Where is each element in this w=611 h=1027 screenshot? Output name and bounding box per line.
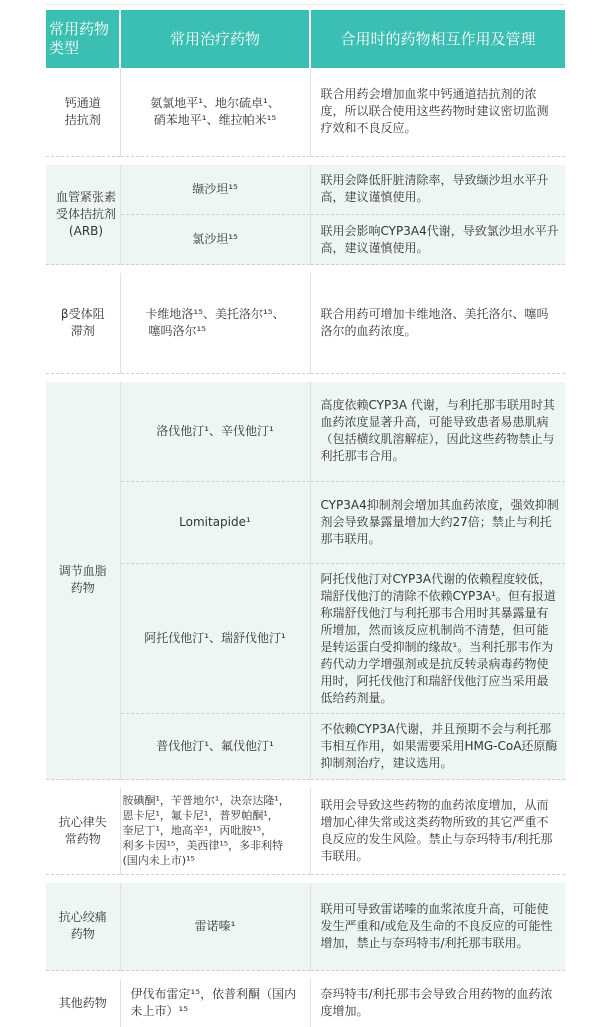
drug-line: 噻吗洛尔¹⁵ (148, 323, 207, 338)
table-row (46, 482, 565, 564)
table-row (46, 788, 565, 874)
table-row (46, 883, 565, 971)
drug-cell: Lomitapide¹ (120, 482, 310, 564)
category-cell (46, 273, 120, 373)
drug-line: 卡维地洛¹⁵、美托洛尔¹⁵、 (145, 306, 285, 321)
table-row (46, 714, 565, 780)
drug-cell (120, 273, 310, 373)
drug-cell: 缬沙坦¹⁵ (120, 165, 310, 215)
category-label: 血管紧张素受体拮抗剂(ARB) (55, 189, 116, 238)
drug-line: 硝苯地平¹、维拉帕米¹⁵ (153, 112, 277, 127)
gap-cell (46, 156, 565, 165)
drug-cell: 雷诺嗪¹ (120, 883, 310, 971)
interaction-note: 高度依赖CYP3A 代谢，与利托那韦联用时其血药浓度显著升高，可能导致患者易患肌病（包括横纹肌溶解症），因此这些药物禁止与利托那韦合用。 (310, 382, 565, 482)
header-common-drugs: 常用治疗药物 (120, 10, 310, 68)
row-gap (46, 780, 565, 789)
drug-line: 恩卡尼¹，氟卡尼¹，普罗帕酮¹， (122, 809, 279, 823)
interaction-note: 奈玛特韦/利托那韦会导致合用药物的血药浓度增加。 (320, 987, 553, 1018)
interaction-note: 阿托伐他汀对CYP3A代谢的依赖程度较低，瑞舒伐他汀的清除不依赖CYP3A¹。但有报道称瑞舒伐他汀与利托那韦合用时其暴露量有所增加，然而该反应机制尚不清楚，但可能是转运蛋白受抑制的缘故¹。当利托那韦作为药代动力学增强剂或是抗反转录病毒药物使用时，阿托伐他汀和瑞舒伐他汀应当采用最低给药剂量。 (310, 564, 565, 714)
drug-interaction-table (46, 10, 565, 1027)
table-row (46, 979, 565, 1027)
category-label: 抗心绞痛药物 (58, 910, 107, 942)
row-gap (46, 971, 565, 980)
table-row (46, 165, 565, 215)
interaction-note: 不依赖CYP3A代谢，并且预期不会与利托那韦相互作用，如果需要采用HMG-CoA还原酶抑制剂治疗，建议选用。 (310, 714, 565, 780)
drug-line: 未上市）¹⁵ (130, 1004, 189, 1018)
table-header-row (46, 10, 565, 68)
row-gap (46, 874, 565, 883)
gap-cell (46, 874, 565, 883)
drug-cell (120, 979, 310, 1027)
interaction-note: 联用会影响CYP3A4代谢，导致氯沙坦水平升高，建议谨慎使用。 (310, 215, 565, 265)
drug-line: 奎尼丁¹，地高辛¹，丙吡胺¹⁵， (122, 824, 273, 838)
category-label: 调节血脂药物 (58, 564, 107, 596)
gap-cell (46, 780, 565, 789)
row-gap (46, 156, 565, 165)
header-interaction-management: 合用时的药物相互作用及管理 (310, 10, 565, 68)
interaction-note: 联用会降低肝脏清除率，导致缬沙坦水平升高，建议谨慎使用。 (310, 165, 565, 215)
drug-line: 氨氯地平¹、地尔硫卓¹、 (150, 95, 280, 110)
top-divider (0, 0, 611, 8)
drug-line: 伊伐布雷定¹⁵，依普利酮（国内 (130, 987, 297, 1001)
gap-cell (46, 373, 565, 382)
header-drug-type: 常用药物类型 (46, 10, 120, 68)
category-cell (46, 382, 120, 780)
drug-cell: 普伐他汀¹、氟伐他汀¹ (120, 714, 310, 780)
category-cell (46, 165, 120, 265)
interaction-note: CYP3A4抑制剂会增加其血药浓度，强效抑制剂会导致暴露量增加大约27倍；禁止与利托那韦联用。 (310, 482, 565, 564)
gap-cell (46, 971, 565, 980)
table-row (46, 564, 565, 714)
row-gap (46, 373, 565, 382)
category-cell (46, 883, 120, 971)
interaction-note: 联合用药会增加血浆中钙通道拮抗剂的浓度，所以联合使用这些药物时建议密切监测疗效和不良反应。 (310, 68, 565, 156)
category-cell (46, 788, 120, 874)
category-label: β受体阻滞剂 (60, 306, 105, 338)
gap-cell (46, 265, 565, 274)
category-label: 钙通道拮抗剂 (64, 95, 101, 127)
table-row (46, 215, 565, 265)
drug-cell (120, 68, 310, 156)
drug-cell: 氯沙坦¹⁵ (120, 215, 310, 265)
drug-cell: 阿托伐他汀¹、瑞舒伐他汀¹ (120, 564, 310, 714)
drug-line: (国内未上市)¹⁵ (122, 854, 195, 868)
category-cell (46, 68, 120, 156)
drug-cell (120, 788, 310, 874)
table-row (46, 68, 565, 156)
drug-cell: 洛伐他汀¹、辛伐他汀¹ (120, 382, 310, 482)
drug-line: 利多卡因¹⁵，美西律¹⁵，多非利特 (122, 839, 284, 853)
interaction-note: 联合用药可增加卡维地洛、美托洛尔、噻吗洛尔的血药浓度。 (310, 273, 565, 373)
drug-line: 胺碘酮¹，苄普地尔¹，决奈达隆¹， (122, 794, 290, 808)
interaction-note: 联用可导致雷诺嗪的血浆浓度升高，可能使发生严重和/或危及生命的不良反应的可能性增加，禁止与奈玛特韦/利托那韦联用。 (310, 883, 565, 971)
table-row (46, 382, 565, 482)
category-label: 抗心律失常药物 (58, 814, 107, 846)
row-gap (46, 265, 565, 274)
interaction-note: 联用会导致这些药物的血药浓度增加，从而增加心律失常或这类药物所致的其它严重不良反应的发生风险。禁止与奈玛特韦/利托那韦联用。 (310, 788, 565, 874)
category-cell: 其他药物 (46, 979, 120, 1027)
table-row (46, 273, 565, 373)
